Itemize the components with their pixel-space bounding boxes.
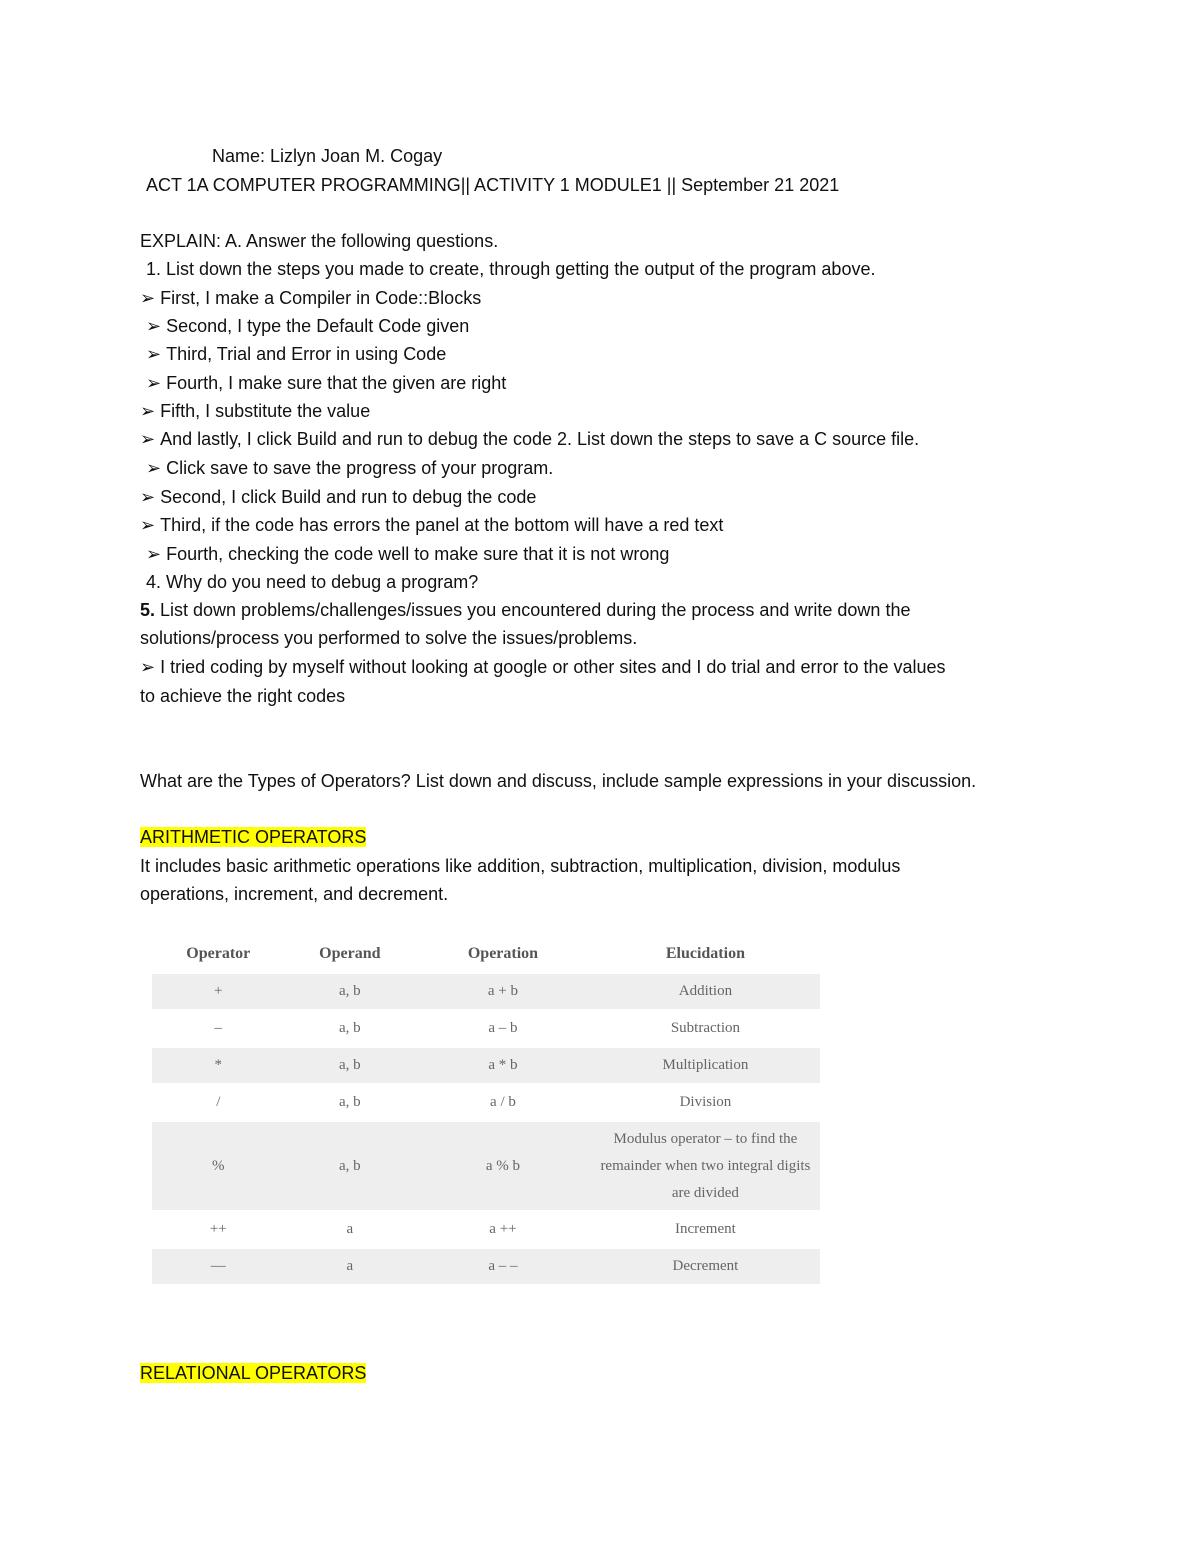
arrow-bullet-icon — [140, 428, 155, 450]
arithmetic-heading — [140, 826, 366, 848]
arrow-bullet-icon — [146, 457, 161, 479]
question-5-number: 5. — [140, 600, 156, 620]
cell-operation: a – b — [488, 1020, 518, 1036]
cell-operator: + — [152, 974, 285, 1009]
arithmetic-description-continued: operations, increment, and decrement. — [140, 884, 449, 904]
explain-heading: EXPLAIN: A. Answer the following questions. — [140, 231, 499, 251]
question-1: 1. List down the steps you made to create, through getting the output of the program above. — [146, 259, 876, 279]
cell-operation: a + b — [415, 974, 591, 1009]
table-row — [152, 1011, 820, 1046]
table-header-row — [152, 936, 820, 972]
step-1-1: ➢First, I make a Compiler in Code::Blocks — [140, 287, 481, 309]
cell-elucidation: Addition — [591, 974, 820, 1009]
cell-operator: * — [152, 1048, 285, 1083]
cell-operator: ++ — [209, 1221, 227, 1237]
header-operand: Operand — [285, 936, 416, 972]
arithmetic-description: It includes basic arithmetic operations like addition, subtraction, multiplication, division, modulus — [140, 856, 901, 876]
table-row — [152, 1122, 820, 1210]
cell-operator: – — [214, 1020, 223, 1036]
table-row — [152, 974, 820, 1009]
cell-operator: % — [152, 1122, 285, 1210]
arrow-bullet-icon — [140, 486, 155, 508]
student-name: Name: Lizlyn Joan M. Cogay — [212, 146, 443, 166]
cell-elucidation: Modulus operator – to find the remainder when two integral digits are divided — [591, 1122, 820, 1210]
arrow-bullet-icon — [140, 514, 155, 536]
step-1-4: ➢Fourth, I make sure that the given are right — [146, 372, 506, 394]
step-2-3: ➢Third, if the code has errors the panel at the bottom will have a red text — [140, 514, 723, 536]
arrow-bullet-icon — [140, 400, 155, 422]
step-2-4: ➢Fourth, checking the code well to make sure that it is not wrong — [146, 543, 669, 565]
cell-operator: — — [152, 1249, 285, 1284]
answer-5-continued: to achieve the right codes — [140, 686, 346, 706]
table-row — [152, 1048, 820, 1083]
cell-elucidation: Increment — [675, 1221, 736, 1237]
cell-operation: a – – — [415, 1249, 591, 1284]
cell-operand: a, b — [285, 1048, 416, 1083]
header-operation: Operation — [415, 936, 591, 972]
step-1-2: ➢Second, I type the Default Code given — [146, 315, 469, 337]
arrow-bullet-icon — [140, 656, 155, 678]
question-5: 5. List down problems/challenges/issues you encountered during the process and write down the — [140, 600, 911, 620]
cell-operand: a, b — [285, 974, 416, 1009]
cell-operand: a, b — [338, 1094, 361, 1110]
arrow-bullet-icon — [140, 287, 155, 309]
cell-operand: a, b — [285, 1122, 416, 1210]
table-row — [152, 1249, 820, 1284]
arithmetic-operators-table — [152, 934, 820, 1286]
cell-operator: / — [216, 1094, 221, 1110]
cell-elucidation: Multiplication — [591, 1048, 820, 1083]
step-1-5: ➢Fifth, I substitute the value — [140, 400, 370, 422]
operators-question: What are the Types of Operators? List down and discuss, include sample expressions in your discussion. — [140, 771, 977, 791]
course-activity-line: ACT 1A COMPUTER PROGRAMMING|| ACTIVITY 1 MODULE1 || September 21 2021 — [146, 175, 840, 195]
table-row — [152, 1212, 820, 1247]
cell-operation: a % b — [415, 1122, 591, 1210]
arrow-bullet-icon — [146, 372, 161, 394]
cell-operand: a, b — [338, 1020, 361, 1036]
step-2-2: ➢Second, I click Build and run to debug the code — [140, 486, 536, 508]
cell-operation: a * b — [415, 1048, 591, 1083]
step-1-6: ➢And lastly, I click Build and run to debug the code 2. List down the steps to save a C source file. — [140, 428, 919, 450]
cell-elucidation: Division — [679, 1094, 732, 1110]
header-elucidation: Elucidation — [591, 936, 820, 972]
cell-elucidation: Subtraction — [670, 1020, 740, 1036]
cell-elucidation: Decrement — [591, 1249, 820, 1284]
cell-operation: a / b — [490, 1094, 516, 1110]
arrow-bullet-icon — [146, 315, 161, 337]
table-row — [152, 1085, 820, 1120]
question-5-continued: solutions/process you performed to solve the issues/problems. — [140, 628, 638, 648]
question-4: 4. Why do you need to debug a program? — [146, 572, 479, 592]
step-2-1: ➢Click save to save the progress of your program. — [146, 457, 553, 479]
step-1-3: ➢Third, Trial and Error in using Code — [146, 343, 446, 365]
arrow-bullet-icon — [146, 343, 161, 365]
cell-operand: a — [346, 1221, 354, 1237]
answer-5: ➢I tried coding by myself without looking at google or other sites and I do trial and error to the values — [140, 656, 946, 678]
cell-operation: a ++ — [489, 1221, 517, 1237]
header-operator: Operator — [152, 936, 285, 972]
relational-heading-highlight: RELATIONAL OPERATORS — [140, 1363, 367, 1383]
cell-operand: a — [285, 1249, 416, 1284]
arithmetic-heading-highlight: ARITHMETIC OPERATORS — [140, 827, 367, 847]
arrow-bullet-icon — [146, 543, 161, 565]
relational-heading — [140, 1362, 366, 1384]
